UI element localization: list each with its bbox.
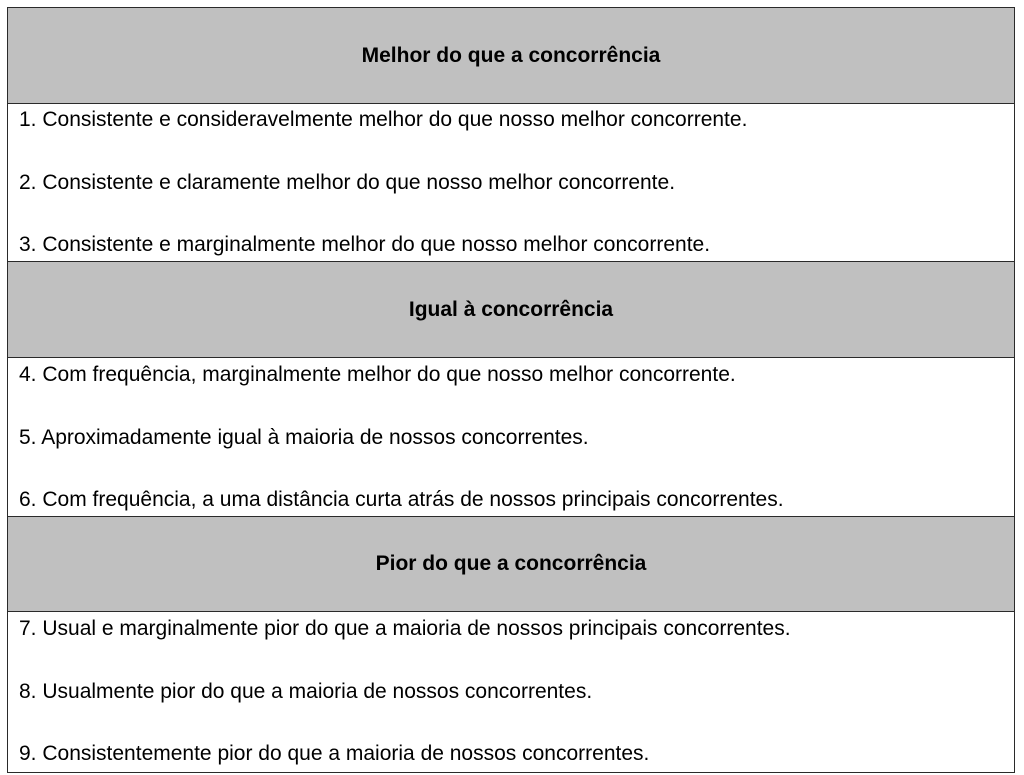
rating-table <box>7 7 1015 773</box>
table-row: 3. Consistente e marginalmente melhor do que nosso melhor concorrente. <box>19 233 711 256</box>
section-header-equal <box>8 261 1014 358</box>
table-row: 7. Usual e marginalmente pior do que a maioria de nossos principais concorrentes. <box>19 617 791 640</box>
table-row: 2. Consistente e claramente melhor do que nosso melhor concorrente. <box>19 171 676 194</box>
section-header-worse <box>8 516 1014 612</box>
table-row: 4. Com frequência, marginalmente melhor do que nosso melhor concorrente. <box>19 363 736 386</box>
table-row: 5. Aproximadamente igual à maioria de nossos concorrentes. <box>19 426 589 449</box>
section-title: Melhor do que a concorrência <box>361 43 661 67</box>
table-row: 1. Consistente e consideravelmente melhor do que nosso melhor concorrente. <box>19 108 748 131</box>
table-row: 6. Com frequência, a uma distância curta atrás de nossos principais concorrentes. <box>19 488 784 511</box>
table-row: 9. Consistentemente pior do que a maioria de nossos concorrentes. <box>19 742 650 765</box>
section-title: Igual à concorrência <box>408 297 614 321</box>
section-title: Pior do que a concorrência <box>375 552 647 575</box>
table-row: 8. Usualmente pior do que a maioria de nossos concorrentes. <box>19 680 593 703</box>
section-header-better <box>8 8 1014 104</box>
